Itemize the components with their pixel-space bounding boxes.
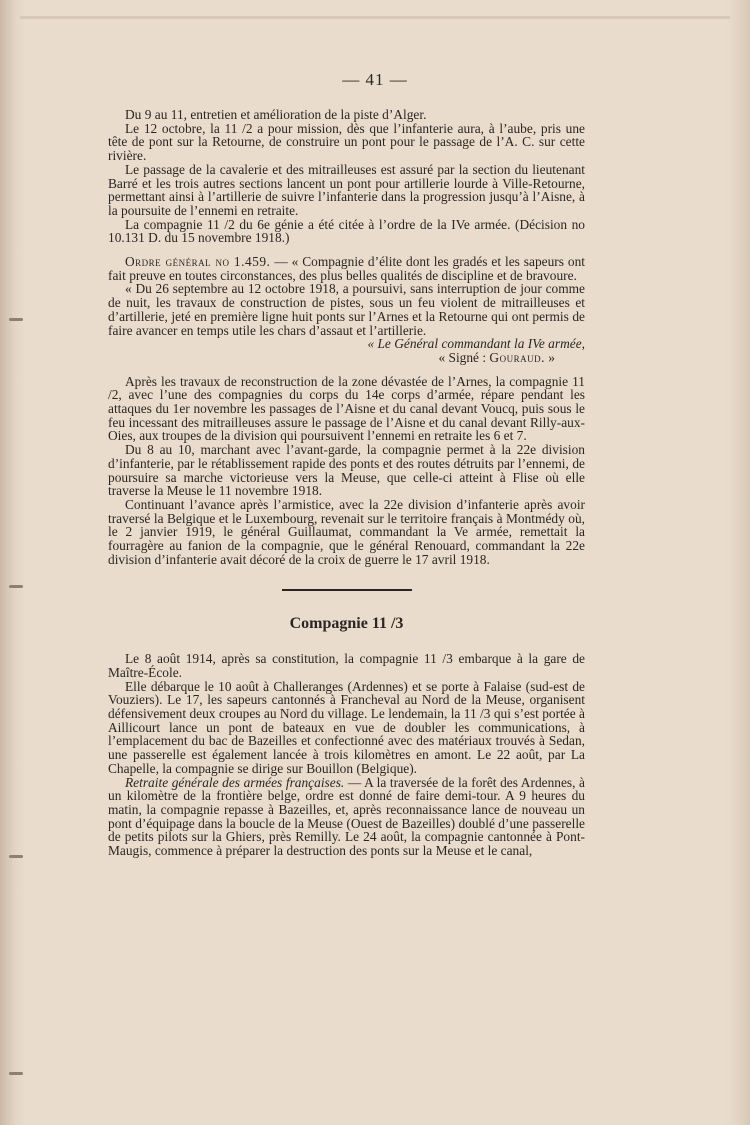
binding-stitch — [9, 855, 23, 858]
signed-name: Gouraud. — [489, 349, 545, 365]
binding-stitch — [9, 1072, 23, 1075]
signed-prefix: « Signé : — [438, 349, 490, 365]
paragraph: Continuant l’avance après l’armistice, avec la 22e division d’infanterie après avoir traversé la Belgique et le Luxembourg, revenait sur le territoire français à Montmédy où, le 2 janvier 1919, le général Guillaumat, commandant la Ve armée, remettait la fourragère au fanion de la compagnie, que le général Renouard, commandant la 22e division d’infanterie avait décoré de la croix de guerre le 17 avril 1918. — [108, 496, 585, 567]
page-edge — [724, 0, 750, 1125]
binding-stitch — [9, 585, 23, 588]
retreat-paragraph — [108, 776, 585, 858]
paragraph: Le passage de la cavalerie et des mitrailleuses est assuré par la section du lieutenant Barré et les trois autres sections lancent un pont pour artillerie lourde à Ville-Retourne, permettant ainsi à l’artillerie de suivre l’infanterie dans la progression jusqu’à l’Aisne, à la poursuite de l’ennemi en retraite. — [108, 161, 585, 218]
order-paragraph — [108, 255, 585, 282]
text-body — [108, 108, 585, 858]
order-label: Ordre général no 1.459. — [125, 254, 271, 270]
order-text: — « Compagnie d’élite dont les gradés et les sapeurs ont fait preuve en toutes circonstances, des plus belles qualités de discipline et de bravoure. — [108, 254, 585, 283]
paragraph: Elle débarque le 10 août à Challeranges (Ardennes) et se porte à Falaise (sud-est de Vouziers). Le 17, les sapeurs cantonnés à Francheval au Nord de la Meuse, organisent défensivement deux croupes au Nord du village. Le lendemain, la 11 /3 qui s’est portée à Aillicourt lance un pont de bateaux en vue de doubler les communications, à l’emplacement du bac de Bazeilles et confectionné avec des matériaux trouvés à Sedan, une passerelle est également lancée à trois kilomètres en amont. Le 22 août, par La Chapelle, la compagnie se dirige sur Bouillon (Belgique). — [108, 678, 585, 776]
retreat-label: Retraite générale des armées françaises. — [125, 774, 345, 790]
signed-suffix: » — [544, 349, 555, 365]
paragraph: « Du 26 septembre au 12 octobre 1918, a poursuivi, sans interruption de jour comme de nuit, les travaux de construction de pistes, sous un feu violent de mitrailleuses et d’artillerie, jeté en première ligne huit ponts sur l’Arnes et la Retourne qui ont permis de faire avancer en temps utile les chars d’assaut et l’artillerie. — [108, 281, 585, 338]
signature-line: « Le Général commandant la IVe armée, — [367, 336, 585, 352]
binding-spine — [0, 0, 26, 1125]
paragraph: Le 12 octobre, la 11 /2 a pour mission, dès que l’infanterie aura, à l’aube, pris une tête de pont sur la Retourne, de construire un pont pour le passage de l’A. C. sur cette rivière. — [108, 120, 585, 164]
binding-stitch — [9, 318, 23, 321]
paragraph: Après les travaux de reconstruction de la zone dévastée de l’Arnes, la compagnie 11 /2, avec l’une des compagnies du corps du 14e corps d’armée, répare pendant les attaques du 1er novembre les passages de l’Aisne et du canal devant Voucq, puis sous le feu incessant des mitrailleuses assure le passage de l’Aisne et du canal devant Rilly-aux-Oies, aux troupes de la division qui poursuivent l’ennemi en retraite les 6 et 7. — [108, 373, 585, 444]
section-divider — [282, 589, 412, 591]
paragraph: Du 8 au 10, marchant avec l’avant-garde, la compagnie permet à la 22e division d’infanterie, par le rétablissement rapide des ponts et des routes détruits par l’ennemi, de poursuire sa marche victorieuse vers la Meuse, que celle-ci atteint à Flise où elle traverse la Meuse le 11 novembre 1918. — [108, 442, 585, 499]
section-heading: Compagnie 11 /3 — [289, 614, 404, 632]
signature — [108, 351, 585, 365]
retreat-text: — A la traversée de la forêt des Ardennes, à un kilomètre de la frontière belge, ordre est donné de faire demi-tour. A 9 heures du matin, la compagnie repasse à Bazeilles, et, après reconnaissance lance de nouveau un pont d’équipage dans la boucle de la Meuse (Ouest de Bazeilles) doublé d’une passerelle de petits pilots sur la Ghiers, près Remilly. Le 24 août, la compagnie cantonnée à Pont-Maugis, commence à préparer la destruction des ponts sur la Meuse et le canal, — [108, 774, 586, 859]
paragraph: Du 9 au 11, entretien et amélioration de la piste d’Alger. — [125, 107, 427, 122]
paragraph: La compagnie 11 /2 du 6e génie a été citée à l’ordre de la IVe armée. (Décision no 10.131 D. du 15 novembre 1918.) — [108, 216, 585, 246]
page-number: — 41 — — [342, 70, 408, 89]
page-top-edge — [20, 16, 730, 19]
paragraph: Le 8 août 1914, après sa constitution, la compagnie 11 /3 embarque à la gare de Maître-École. — [108, 651, 585, 680]
